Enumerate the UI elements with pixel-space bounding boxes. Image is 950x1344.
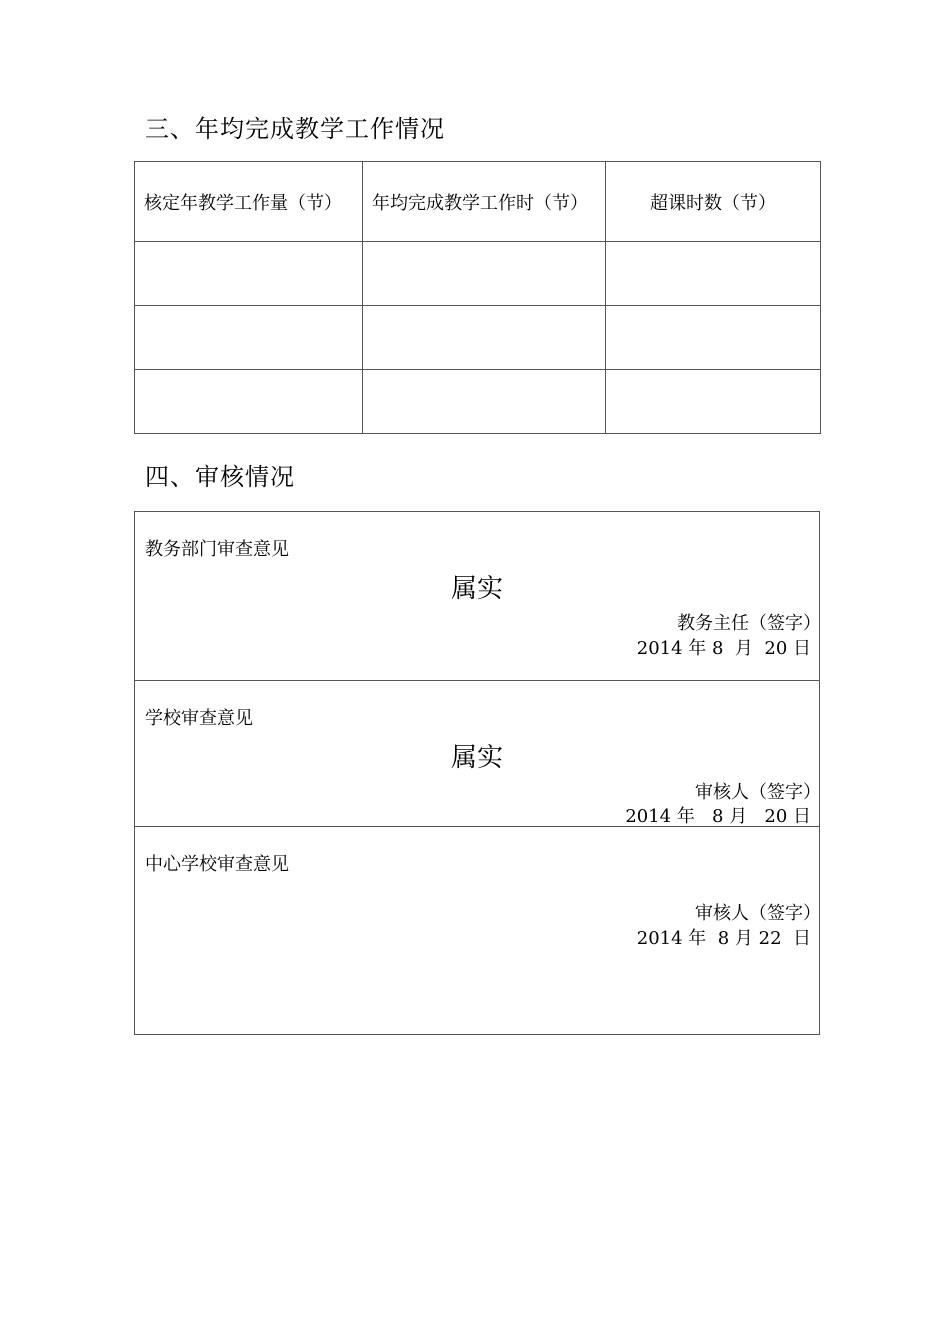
central-school-review: [135, 826, 819, 1035]
teaching-workload-table: [134, 161, 821, 434]
section4-title: 四、审核情况: [145, 463, 295, 491]
academic-affairs-review: [135, 512, 819, 680]
review-box: [134, 511, 820, 1035]
review-signer: 教务主任（签字）: [677, 613, 821, 634]
review-date: 2014 年 8 月 22 日: [636, 928, 811, 949]
table-row: [135, 306, 821, 370]
table-row: [135, 370, 821, 434]
col-header-approved-workload: 核定年教学工作量（节）: [135, 162, 363, 242]
table-header-row: [135, 162, 821, 242]
table-cell: [135, 370, 363, 434]
review-label: 学校审查意见: [145, 708, 253, 729]
table-row: [135, 242, 821, 306]
table-cell: [363, 306, 606, 370]
table-cell: [363, 242, 606, 306]
table-cell: [606, 370, 821, 434]
review-date: 2014 年 8 月 20 日: [636, 638, 811, 659]
review-label: 中心学校审查意见: [145, 854, 289, 875]
table-cell: [135, 306, 363, 370]
review-signer: 审核人（签字）: [695, 903, 821, 924]
review-verdict: 属实: [450, 574, 503, 604]
school-review: [135, 680, 819, 827]
review-signer: 审核人（签字）: [695, 782, 821, 803]
table-cell: [606, 306, 821, 370]
review-verdict: 属实: [450, 743, 503, 773]
section3-title: 三、年均完成教学工作情况: [145, 115, 445, 143]
review-date: 2014 年 8 月 20 日: [625, 806, 811, 827]
table-cell: [606, 242, 821, 306]
review-label: 教务部门审查意见: [145, 539, 289, 560]
table-cell: [363, 370, 606, 434]
table-cell: [135, 242, 363, 306]
col-header-annual-completed-hours: 年均完成教学工作时（节）: [363, 162, 606, 242]
col-header-overtime-hours: 超课时数（节）: [606, 162, 821, 242]
